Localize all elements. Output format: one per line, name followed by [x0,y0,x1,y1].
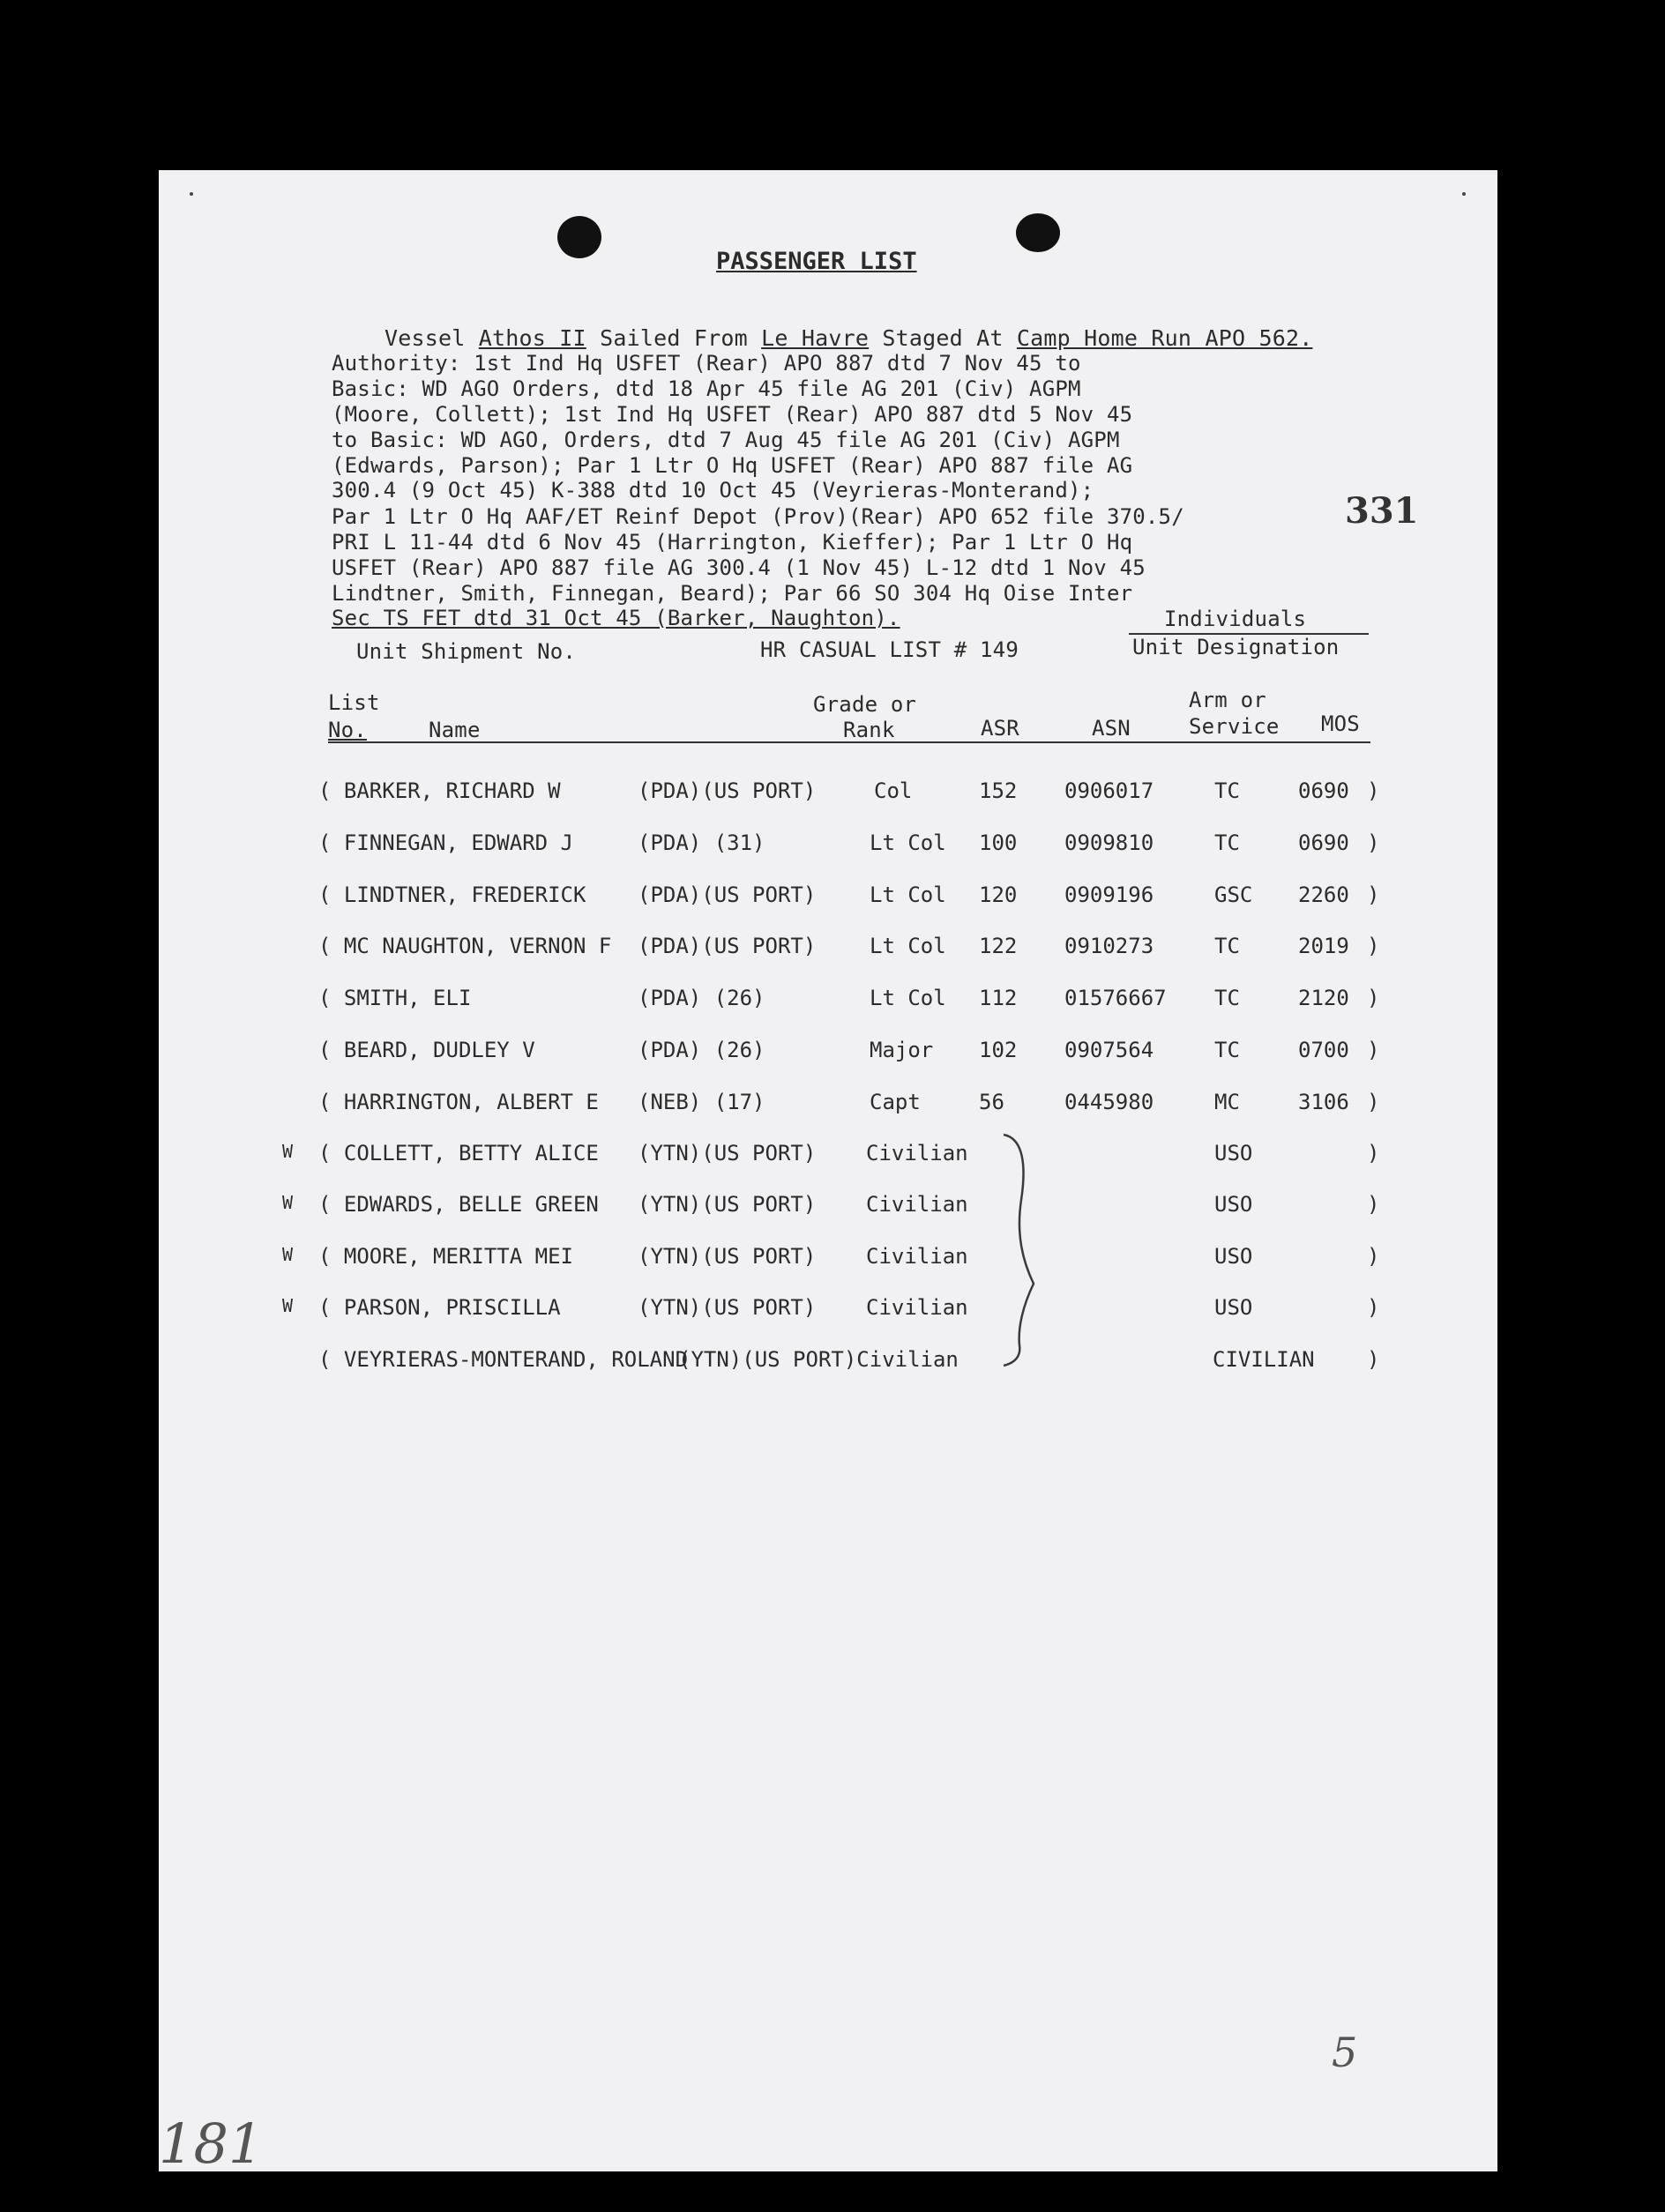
passenger-grade: Lt Col [870,883,946,907]
header-name: Name [429,718,481,742]
sailed-label: Sailed From [600,325,748,351]
authority-line: PRI L 11-44 dtd 6 Nov 45 (Harrington, Kieffer); Par 1 Ltr O Hq [332,530,1133,555]
passenger-code: (PDA) (26) [638,1038,765,1062]
passenger-mos: 0690 [1298,830,1349,855]
row-mark: W [282,1192,294,1213]
passenger-name: ( EDWARDS, BELLE GREEN [318,1192,599,1217]
passenger-asr: 122 [979,934,1018,958]
passenger-arm: USO [1214,1244,1253,1269]
authority-line: Sec TS FET dtd 31 Oct 45 (Barker, Naughton). [332,606,900,630]
header-list-top: List [328,690,380,715]
passenger-name: ( MC NAUGHTON, VERNON F [318,934,612,958]
punch-hole-left [557,216,601,258]
passenger-grade: Civilian [866,1192,968,1217]
passenger-name: ( MOORE, MERITTA MEI [318,1244,573,1269]
passenger-grade: Lt Col [870,934,946,958]
row-close: ) [1367,1038,1380,1062]
passenger-mos: 2019 [1298,934,1349,958]
bracket-mark [997,1129,1049,1367]
passenger-arm: TC [1214,778,1240,803]
passenger-name: ( HARRINGTON, ALBERT E [318,1090,599,1114]
casual-list: HR CASUAL LIST # 149 [760,637,1019,662]
passenger-asn: 0907564 [1064,1038,1154,1062]
passenger-asn: 0910273 [1064,934,1154,958]
passenger-arm: GSC [1214,883,1253,907]
authority-line: USFET (Rear) APO 887 file AG 300.4 (1 Nov 45) L-12 dtd 1 Nov 45 [332,555,1146,580]
row-close: ) [1367,778,1380,803]
passenger-arm: CIVILIAN [1213,1347,1315,1372]
passenger-asn: 0909196 [1064,883,1154,907]
staged-label: Staged At [882,325,1004,351]
row-close: ) [1367,1347,1380,1372]
unit-shipment-label: Unit Shipment No. [356,639,577,664]
passenger-name: ( BARKER, RICHARD W [318,778,561,803]
passenger-asn: 0909810 [1064,830,1154,855]
passenger-name: ( LINDTNER, FREDERICK [318,883,586,907]
passenger-code: (PDA)(US PORT) [638,883,817,907]
authority-line: (Edwards, Parson); Par 1 Ltr O Hq USFET (Rear) APO 887 file AG [332,453,1133,478]
authority-line: (Moore, Collett); 1st Ind Hq USFET (Rear) APO 887 dtd 5 Nov 45 [332,402,1133,427]
individuals-label: Individuals [1164,607,1307,631]
passenger-code: (YTN)(US PORT) [638,1295,817,1320]
passenger-arm: TC [1214,934,1240,958]
passenger-grade: Col [874,778,913,803]
passenger-code: (PDA)(US PORT) [638,934,817,958]
sailed-value: Le Havre [761,325,870,351]
header-rule [328,741,1370,743]
passenger-grade: Civilian [866,1244,968,1269]
row-close: ) [1367,1244,1380,1269]
passenger-name: ( VEYRIERAS-MONTERAND, ROLAND [318,1347,689,1372]
passenger-mos: 0690 [1298,778,1349,803]
authority-line: to Basic: WD AGO, Orders, dtd 7 Aug 45 file AG 201 (Civ) AGPM [332,428,1120,452]
passenger-arm: USO [1214,1141,1253,1166]
passenger-asr: 102 [979,1038,1018,1062]
passenger-asr: 112 [979,986,1018,1010]
passenger-name: ( BEARD, DUDLEY V [318,1038,535,1062]
passenger-grade: Lt Col [870,986,946,1010]
passenger-arm: TC [1214,1038,1240,1062]
passenger-grade: Civilian [866,1295,968,1320]
passenger-name: ( FINNEGAN, EDWARD J [318,830,573,855]
passenger-asr: 100 [979,830,1018,855]
row-close: ) [1367,1192,1380,1217]
header-grade-bottom: Rank [843,718,895,742]
passenger-asr: 120 [979,883,1018,907]
row-close: ) [1367,830,1380,855]
row-close: ) [1367,986,1380,1010]
handwritten-page-number: 5 [1332,2029,1358,2076]
header-grade-top: Grade or [813,692,917,717]
authority-line: 300.4 (9 Oct 45) K-388 dtd 10 Oct 45 (Veyrieras-Monterand); [332,478,1094,503]
header-list-bottom: No. [328,718,367,742]
passenger-asr: 152 [979,778,1018,803]
passenger-grade: Civilian [866,1141,968,1166]
passenger-mos: 2260 [1298,883,1349,907]
passenger-code: (YTN)(US PORT) [638,1141,817,1166]
passenger-grade: Major [870,1038,934,1062]
authority-line: Par 1 Ltr O Hq AAF/ET Reinf Depot (Prov)(Rear) APO 652 file 370.5/ [332,504,1184,529]
passenger-code: (PDA)(US PORT) [638,778,817,803]
passenger-mos: 3106 [1298,1090,1349,1114]
passenger-code: (YTN)(US PORT) [638,1192,817,1217]
row-mark: W [282,1295,294,1316]
row-close: ) [1367,1090,1380,1114]
passenger-code: (PDA) (26) [638,986,765,1010]
passenger-code: (PDA) (31) [638,830,765,855]
row-close: ) [1367,883,1380,907]
passenger-name: ( COLLETT, BETTY ALICE [318,1141,599,1166]
header-arm-bottom: Service [1189,714,1280,739]
header-asn: ASN [1092,716,1131,741]
passenger-mos: 0700 [1298,1038,1349,1062]
header-mos: MOS [1321,711,1360,736]
passenger-asn: 0906017 [1064,778,1154,803]
corner-dot [190,192,193,196]
document-page [159,170,1497,2176]
passenger-grade: Lt Col [870,830,946,855]
row-mark: W [282,1141,294,1162]
passenger-code: (NEB) (17) [638,1090,765,1114]
header-arm-top: Arm or [1189,688,1266,712]
passenger-asr: 56 [979,1090,1004,1114]
handwritten-corner-number: 181 [159,2111,264,2176]
authority-line: Authority: 1st Ind Hq USFET (Rear) APO 887 dtd 7 Nov 45 to [332,351,1081,376]
passenger-mos: 2120 [1298,986,1349,1010]
passenger-arm: MC [1214,1090,1240,1114]
passenger-name: ( SMITH, ELI [318,986,472,1010]
header-asr: ASR [981,716,1019,741]
row-close: ) [1367,1141,1380,1166]
passenger-code: (YTN)(US PORT)Civilian [678,1347,959,1372]
passenger-asn: 0445980 [1064,1090,1154,1114]
row-mark: W [282,1244,294,1265]
passenger-name: ( PARSON, PRISCILLA [318,1295,561,1320]
authority-line: Basic: WD AGO Orders, dtd 18 Apr 45 file AG 201 (Civ) AGPM [332,376,1081,401]
punch-hole-right [1016,213,1060,252]
row-close: ) [1367,934,1380,958]
passenger-asn: 01576667 [1064,986,1167,1010]
unit-designation-label: Unit Designation [1132,635,1340,659]
corner-dot [1462,192,1466,196]
row-close: ) [1367,1295,1380,1320]
passenger-arm: USO [1214,1192,1253,1217]
vessel-label: Vessel [385,325,466,351]
passenger-code: (YTN)(US PORT) [638,1244,817,1269]
passenger-arm: TC [1214,830,1240,855]
vessel-value: Athos II [478,325,586,351]
passenger-arm: TC [1214,986,1240,1010]
passenger-arm: USO [1214,1295,1253,1320]
passenger-grade: Capt [870,1090,921,1114]
authority-line: Lindtner, Smith, Finnegan, Beard); Par 66 SO 304 Hq Oise Inter [332,581,1133,606]
document-title: PASSENGER LIST [716,248,917,275]
staged-value: Camp Home Run APO 562. [1016,325,1313,351]
stamp-number: 331 [1345,490,1419,532]
